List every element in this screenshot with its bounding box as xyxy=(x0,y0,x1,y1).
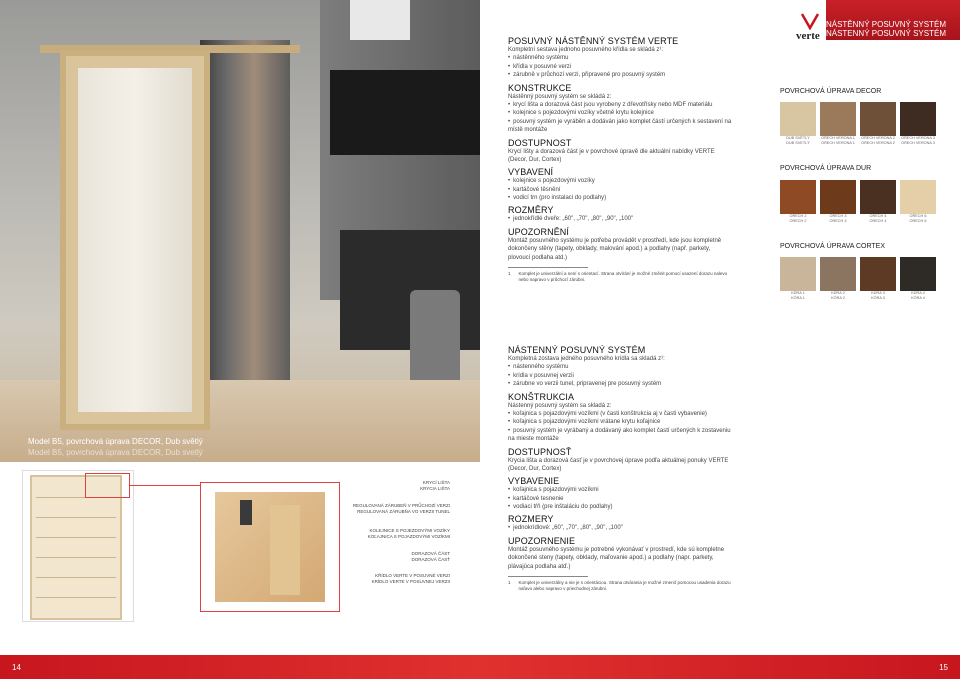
swatch-label-sk: ORECH 2 xyxy=(789,218,807,223)
swatch-label: OŘECH VERONA 2 xyxy=(861,136,895,140)
sk-intro: Kompletná zostava jedného posuvného krídla sa skladá z¹: xyxy=(508,356,665,362)
door-leaf-detail xyxy=(270,505,300,595)
swatch-color xyxy=(860,257,896,291)
swatch-label-sk: ORECH 4 xyxy=(869,218,887,223)
cz-footnote xyxy=(508,271,732,284)
wardrobe xyxy=(200,40,290,380)
sk-vybaveni-item: • kartáčové tesnenie xyxy=(508,495,732,503)
swatch-label-sk: ORECH VERONA 1 xyxy=(821,140,855,145)
cz-rozmery-item: • jednokřídlé dveře: „60", „70", „80", „90", „100" xyxy=(508,215,732,223)
swatch-label-sk: KÔRA 2 xyxy=(831,295,845,300)
footer-right-band xyxy=(480,655,960,679)
callout-4: DORAZOVÁ ČÁST DORAZOVÁ ČASŤ xyxy=(411,551,450,563)
photo-caption-sk: Model B5, povrchová úprava DECOR, Dub svetlý xyxy=(28,448,203,457)
swatch-label-sk: KÔRA 3 xyxy=(871,295,885,300)
sk-rozmery-item: • jednokrídlové: „60", „70", „80", „90", „100" xyxy=(508,524,732,532)
swatch-color xyxy=(820,257,856,291)
sk-footnote-rule xyxy=(508,576,588,577)
header-line-1: NÁSTĚNNÝ POSUVNÝ SYSTÉM xyxy=(825,20,946,29)
callout-3: KOLEJNICE S POJEZDOVÝMI VOZÍKY KOĽAJNICA S POJAZDOVÝMI VOZÍKMI xyxy=(367,528,450,540)
bar-chair xyxy=(410,290,460,390)
dur-heading: POVRCHOVÁ ÚPRAVA DUR xyxy=(780,165,872,172)
swatch-label: KŮRA 1 xyxy=(791,291,805,295)
window xyxy=(350,0,410,40)
sk-dostupnost: Krycia lišta a dorazová časť je v povrchovej úprave podľa aktuálnej ponuky VERTE (Decor, Dur, Cortex) xyxy=(508,457,729,472)
cz-upozorneni: Montáž posuvného systému je potřeba provádět v prostředí, kde jsou kompletně dokončeny stěny (tapety, obklady, malování apod.) a podlahy (např. parkety, plovoucí podlaha atd.) xyxy=(508,237,722,261)
swatch-cortex-3 xyxy=(860,257,896,301)
photo-caption: Model B5, povrchová úprava DECOR, Dub světlý xyxy=(28,437,203,446)
cz-title: POSUVNÝ NÁSTĚNNÝ SYSTÉM VERTE xyxy=(508,36,679,46)
sk-rozmery-heading: ROZMERY xyxy=(508,514,554,525)
swatch-label: OŘECH 4 xyxy=(869,214,887,218)
swatch-decor-1 xyxy=(780,102,816,146)
header-line-2: NÁSTENNÝ POSUVNÝ SYSTÉM xyxy=(825,29,946,38)
cz-rozmery-heading: ROZMĚRY xyxy=(508,205,554,216)
swatch-label: KŮRA 2 xyxy=(831,291,845,295)
swatch-label: OŘECH VERONA 3 xyxy=(901,136,935,140)
decor-heading: POVRCHOVÁ ÚPRAVA DECOR xyxy=(780,88,882,95)
swatch-label: DUB SVĚTLÝ xyxy=(786,136,810,140)
sk-konstrukce-heading: KONŠTRUKCIA xyxy=(508,391,575,402)
cz-vybaveni-item: • kartáčové těsnění xyxy=(508,186,732,194)
sk-konstrukce-item: • koľajnica s pojazdovými vozíkmi (v časti konštrukcia aj v časti vybavenie) xyxy=(508,410,732,418)
swatch-cortex-2 xyxy=(820,257,856,301)
door-glass-panel xyxy=(78,68,192,412)
cz-dostupnost-heading: DOSTUPNOST xyxy=(508,137,572,148)
swatch-decor-3 xyxy=(860,102,896,146)
swatch-color xyxy=(900,180,936,214)
swatch-label-sk: DUB SVETLÝ xyxy=(786,140,810,145)
cz-konstrukce-item: • krycí lišta a dorazová část jsou vyrobeny z dřevotřísky nebo MDF materiálu xyxy=(508,101,732,109)
cortex-swatches xyxy=(780,257,936,301)
sk-intro-item: • nástenného systému xyxy=(508,363,732,371)
swatch-color xyxy=(900,257,936,291)
swatch-decor-2 xyxy=(820,102,856,146)
cz-intro-item: • nástěnného systému xyxy=(508,54,732,62)
page-number-right: 15 xyxy=(939,663,948,672)
decor-swatches xyxy=(780,102,936,146)
swatch-dur-3 xyxy=(860,180,896,224)
cz-intro-item: • zárubně v průchozí verzi, připravené pro posuvný systém xyxy=(508,71,732,79)
swatch-label-sk: ORECH VERONA 2 xyxy=(861,140,895,145)
sk-footnote-num: 1 xyxy=(508,580,511,586)
callout-5: KŘÍDLO VERTE V POSUVNÉ VERZI KRÍDLO VERTE V POSUVNEJ VERZII xyxy=(371,573,450,585)
zoom-marker xyxy=(85,473,130,498)
rail-detail xyxy=(240,500,252,525)
cz-vybaveni-item: • vodicí trn (pro instalaci do podlahy) xyxy=(508,194,732,202)
cz-column xyxy=(508,36,732,284)
interior-photo xyxy=(0,0,480,462)
swatch-color xyxy=(780,102,816,136)
cz-vybaveni-item: • kolejnice s pojezdovými vozíky xyxy=(508,177,732,185)
swatch-label: KŮRA 4 xyxy=(911,291,925,295)
sk-title: NÁSTENNÝ POSUVNÝ SYSTÉM xyxy=(508,345,646,355)
swatch-dur-4 xyxy=(900,180,936,224)
footer-left-band xyxy=(0,655,480,679)
logo-mark-icon xyxy=(800,12,820,30)
swatch-color xyxy=(780,180,816,214)
cz-footnote-text: Komplet je univerzální a není s orientací. Strana otvírání je možné změnit pomocí usazení dorazu nalevo nebo napravo v průchozí zárubni. xyxy=(518,271,728,283)
swatch-label: OŘECH 6 xyxy=(909,214,927,218)
cz-konstrukce-item: • kolejnice s pojezdovými vozíky včetně krytu kolejnice xyxy=(508,109,732,117)
cz-vybaveni-heading: VYBAVENÍ xyxy=(508,167,554,178)
swatch-label: OŘECH 3 xyxy=(829,214,847,218)
sk-konstrukce-intro: Nástenný posuvný systém sa skladá z: xyxy=(508,402,612,409)
kitchen-cabinet xyxy=(330,70,480,155)
cz-upozorneni-heading: UPOZORNĚNÍ xyxy=(508,226,570,237)
swatch-cortex-4 xyxy=(900,257,936,301)
swatch-color xyxy=(900,102,936,136)
sk-intro-item: • zárubne vo verzii tunel, pripravenej pre posuvný systém xyxy=(508,380,732,388)
sk-footnote-text: Komplet je univerzálny a nie je s orientáciou. Strana otvárania je možné zmeniť pomocou usadenia dorazu naľavo alebo napravo v priechodnej zárubni. xyxy=(518,580,731,592)
zoom-line xyxy=(130,485,200,486)
sk-footnote xyxy=(508,580,732,593)
sk-vybaveni-heading: VYBAVENIE xyxy=(508,476,560,487)
callout-2: REGULOVANÁ ZÁRUBEŇ V PRŮCHOZÍ VERZI REGULOVANÁ ZÁRUBŇA VO VERZII TUNEL xyxy=(352,503,450,515)
swatch-label-sk: KÔRA 4 xyxy=(911,295,925,300)
swatch-dur-1 xyxy=(780,180,816,224)
sk-column xyxy=(508,345,732,593)
cz-konstrukce-item: • posuvný systém je vyráběn a dodáván jako komplet částí určených k sestavení na místě montáže xyxy=(508,118,732,135)
swatch-color xyxy=(820,180,856,214)
swatch-label-sk: ORECH 6 xyxy=(909,218,927,223)
swatch-label-sk: KÔRA 1 xyxy=(791,295,805,300)
page-number-left: 14 xyxy=(12,663,21,672)
swatch-dur-2 xyxy=(820,180,856,224)
cz-konstrukce-intro: Nástěnný posuvný systém se skládá z: xyxy=(508,93,612,100)
sk-konstrukce-item: • posuvný systém je vyrábaný a dodávaný ako komplet častí určených k zostaveniu na mieste montáže xyxy=(508,427,732,444)
sk-vybaveni-item: • vodiaci tŕň (pre inštaláciu do podlahy) xyxy=(508,503,732,511)
swatch-label: OŘECH VERONA 1 xyxy=(821,136,855,140)
cortex-heading: POVRCHOVÁ ÚPRAVA CORTEX xyxy=(780,243,886,250)
sk-vybaveni-item: • koľajnica s pojazdovými vozíkmi xyxy=(508,486,732,494)
swatch-label-sk: ORECH 3 xyxy=(829,218,847,223)
cz-konstrukce-heading: KONSTRUKCE xyxy=(508,82,572,93)
sk-upozorneni: Montáž posuvného systému je potrebné vykonávať v prostredí, kde sú kompletne dokončené steny (tapety, obklady, maľovanie apod.) a podlahy (napr. parkety, plávajúca podlaha atď.) xyxy=(508,546,725,570)
swatch-color xyxy=(860,102,896,136)
sk-upozorneni-heading: UPOZORNENIE xyxy=(508,535,576,546)
cz-footnote-num: 1 xyxy=(508,271,511,277)
swatch-cortex-1 xyxy=(780,257,816,301)
swatch-label-sk: ORECH VERONA 3 xyxy=(901,140,935,145)
sk-konstrukce-item: • koľajnica s pojazdovými vozíkmi vrátane krytu koľajnice xyxy=(508,418,732,426)
cz-intro: Kompletní sestava jednoho posuvného křídla se skládá z¹: xyxy=(508,47,664,53)
sk-dostupnost-heading: DOSTUPNOSŤ xyxy=(508,446,572,457)
callout-1: KRYCÍ LIŠTA KRYCIA LIŠTA xyxy=(420,480,450,492)
cz-intro-item: • křídla v posuvné verzi xyxy=(508,63,732,71)
dur-swatches xyxy=(780,180,936,224)
swatch-decor-4 xyxy=(900,102,936,146)
cz-footnote-rule xyxy=(508,267,588,268)
swatch-label: OŘECH 2 xyxy=(789,214,807,218)
swatch-color xyxy=(820,102,856,136)
cz-dostupnost: Krycí lišty a dorazová část je v povrchové úpravě dle aktuální nabídky VERTE (Decor, Dur, Cortex) xyxy=(508,148,715,163)
logo: verte xyxy=(796,30,820,42)
swatch-label: KŮRA 3 xyxy=(871,291,885,295)
sk-intro-item: • krídla v posuvnej verzii xyxy=(508,372,732,380)
swatch-color xyxy=(780,257,816,291)
swatch-color xyxy=(860,180,896,214)
